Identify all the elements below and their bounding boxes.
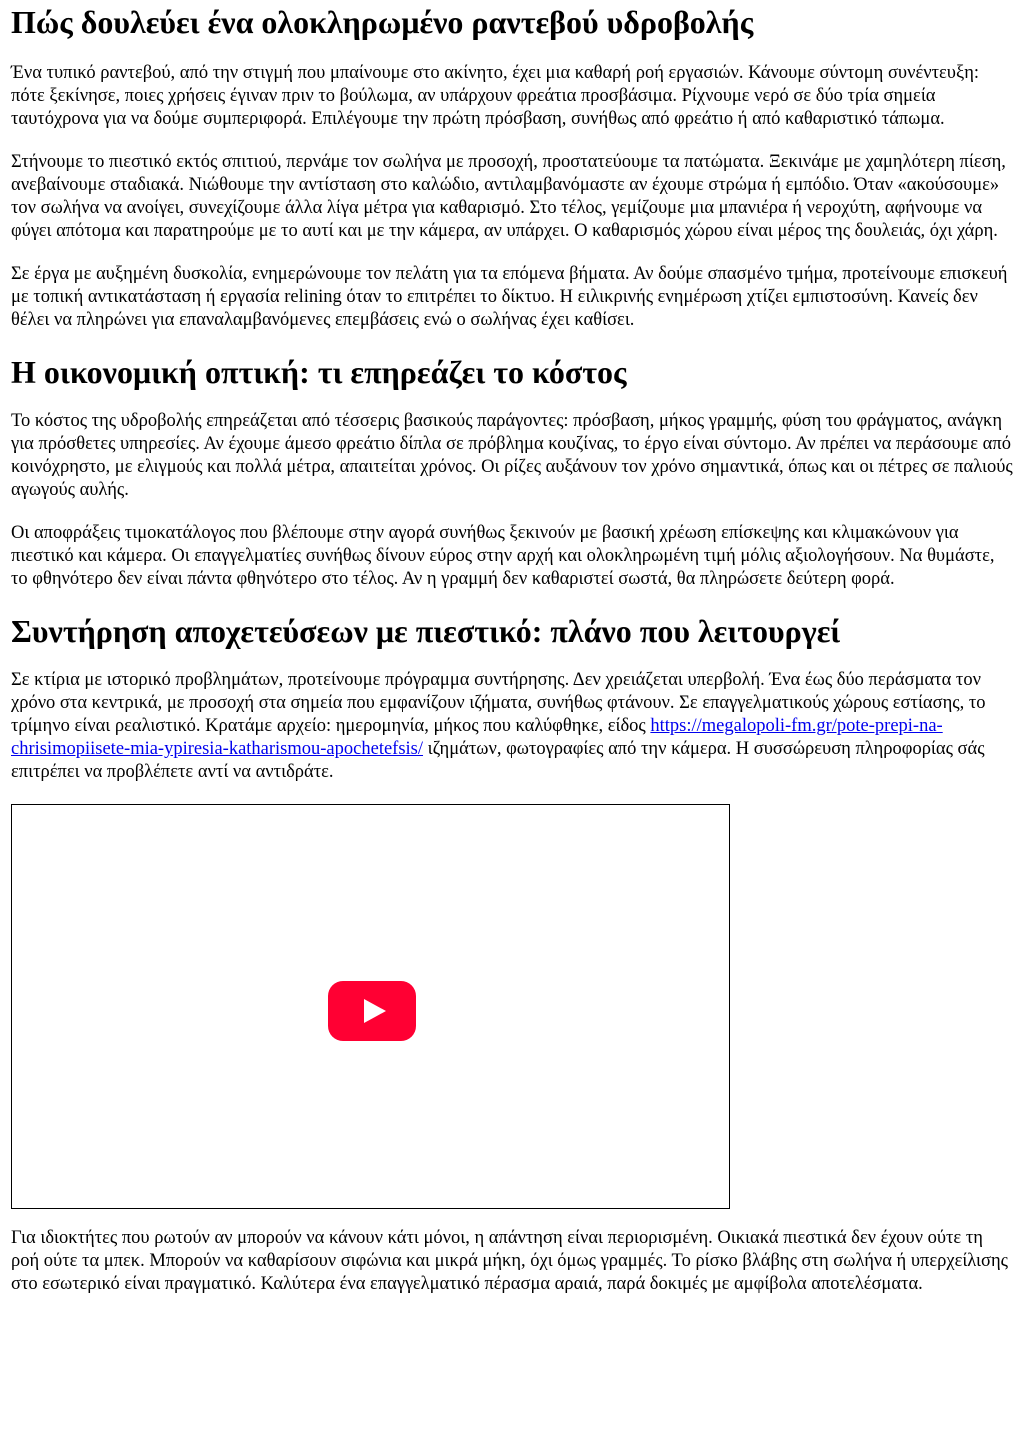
section-heading-cost: Η οικονομική οπτική: τι επηρεάζει το κόστος <box>11 354 627 390</box>
paragraph: Το κόστος της υδροβολής επηρεάζεται από τέσσερις βασικούς παράγοντες: πρόσβαση, μήκος γραμμής, φύση του φράγματος, ανάγκη για πρόσθετες υπηρεσίες. Αν έχουμε άμεσο φρεάτιο δίπλα σε πρόβλημα κουζίνας, το έργο είναι σύντομο. Αν πρέπει να περάσουμε από κοινόχρηστο, με ελιγμούς και πολλά μέτρα, απαιτείται χρόνος. Οι ρίζες αυξάνουν τον χρόνο σημαντικά, όπως και οι πέτρες σε παλιούς αγωγούς αυλής. <box>11 411 1013 500</box>
paragraph-text: Σε κτίρια με ιστορικό προβλημάτων, προτείνουμε πρόγραμμα συντήρησης. Δεν χρειάζεται υπερβολή. Ένα έως δύο περάσματα τον χρόνο στα κεντρικά, με προσοχή στα σημεία που εμφανίζουν ιζήματα, συνήθως φτάνουν. Σε επαγγελματικούς χώρους εστίασης, το τρίμηνο είναι ρεαλιστικό. Κρατάμε αρχείο: ημερομηνία, μήκος που καλύφθηκε, είδος <box>11 670 986 736</box>
paragraph: Στήνουμε το πιεστικό εκτός σπιτιού, περνάμε τον σωλήνα με προσοχή, προστατεύουμε τα πατώματα. Ξεκινάμε με χαμηλότερη πίεση, ανεβαίνουμε σταδιακά. Νιώθουμε την αντίσταση στο καλώδιο, αντιλαμβανόμαστε αν έχουμε στρώμα ή εμπόδιο. Όταν «ακούσουμε» τον σωλήνα να ανοίγει, συνεχίζουμε άλλα λίγα μέτρα για καθαρισμό. Στο τέλος, γεμίζουμε μια μπανιέρα ή νεροχύτη, αφήνουμε να φύγει απότομα και παρατηρούμε με το αυτί και με την κάμερα, αν υπάρχει. Ο καθαρισμός χώρου είναι μέρος της δουλειάς, όχι χάρη. <box>11 152 1006 241</box>
article-link[interactable]: https://megalopoli-fm.gr/pote-prepi-na-chrisimopiisete-mia-ypiresia-katharismou-apochetefsis/ <box>11 716 943 759</box>
page-title: Πώς δουλεύει ένα ολοκληρωμένο ραντεβού υδροβολής <box>11 4 754 40</box>
paragraph: Σε έργα με αυξημένη δυσκολία, ενημερώνουμε τον πελάτη για τα επόμενα βήματα. Αν δούμε σπασμένο τμήμα, προτείνουμε επισκευή με τοπική αντικατάσταση ή εργασία relining όταν το επιτρέπει το δίκτυο. Η ειλικρινής ενημέρωση χτίζει εμπιστοσύνη. Κανείς δεν θέλει να πληρώνει για επαναλαμβανόμενες επεμβάσεις ενώ ο σωλήνας έχει καθίσει. <box>11 264 1008 330</box>
paragraph: Για ιδιοκτήτες που ρωτούν αν μπορούν να κάνουν κάτι μόνοι, η απάντηση είναι περιορισμένη. Οικιακά πιεστικά δεν έχουν ούτε τη ροή ούτε τα μπεκ. Μπορούν να καθαρίσουν σιφώνια και μικρά μήκη, όχι όμως γραμμές. Το ρίσκο βλάβης στη σωλήνα ή υπερχείλισης στο εσωτερικό είναι πραγματικό. Καλύτερα ένα επαγγελματικό πέρασμα αραιά, παρά δοκιμές με αμφίβολα αποτελέσματα. <box>11 1228 1009 1294</box>
paragraph: Ένα τυπικό ραντεβού, από την στιγμή που μπαίνουμε στο ακίνητο, έχει μια καθαρή ροή εργασιών. Κάνουμε σύντομη συνέντευξη: πότε ξεκίνησε, ποιες χρήσεις έγιναν πριν το βούλωμα, αν υπάρχουν φρεάτια προσβάσιμα. Ρίχνουμε νερό σε δύο τρία σημεία ταυτόχρονα για να δούμε συμπεριφορά. Επιλέγουμε την πρώτη πρόσβαση, συνήθως από φρεάτιο ή από καθαριστικό τάπωμα. <box>11 63 980 129</box>
youtube-play-icon[interactable] <box>328 981 416 1041</box>
paragraph-with-link <box>11 669 1014 784</box>
embedded-video[interactable] <box>11 804 730 1209</box>
paragraph: Οι αποφράξεις τιμοκατάλογος που βλέπουμε στην αγορά συνήθως ξεκινούν με βασική χρέωση επίσκεψης και κλιμακώνουν για πιεστικό και κάμερα. Οι επαγγελματίες συνήθως δίνουν εύρος στην αρχή και ολοκληρωμένη τιμή μόλις αξιολογήσουν. Να θυμάστε, το φθηνότερο δεν είναι πάντα φθηνότερο στο τέλος. Αν η γραμμή δεν καθαριστεί σωστά, θα πληρώσετε δεύτερη φορά. <box>11 523 995 589</box>
paragraph-text: ιζημάτων, φωτογραφίες από την κάμερα. Η συσσώρευση πληροφορίας σάς επιτρέπει να προβλέπετε αντί να αντιδράτε. <box>11 739 985 782</box>
section-heading-maintenance: Συντήρηση αποχετεύσεων με πιεστικό: πλάνο που λειτουργεί <box>11 613 841 649</box>
